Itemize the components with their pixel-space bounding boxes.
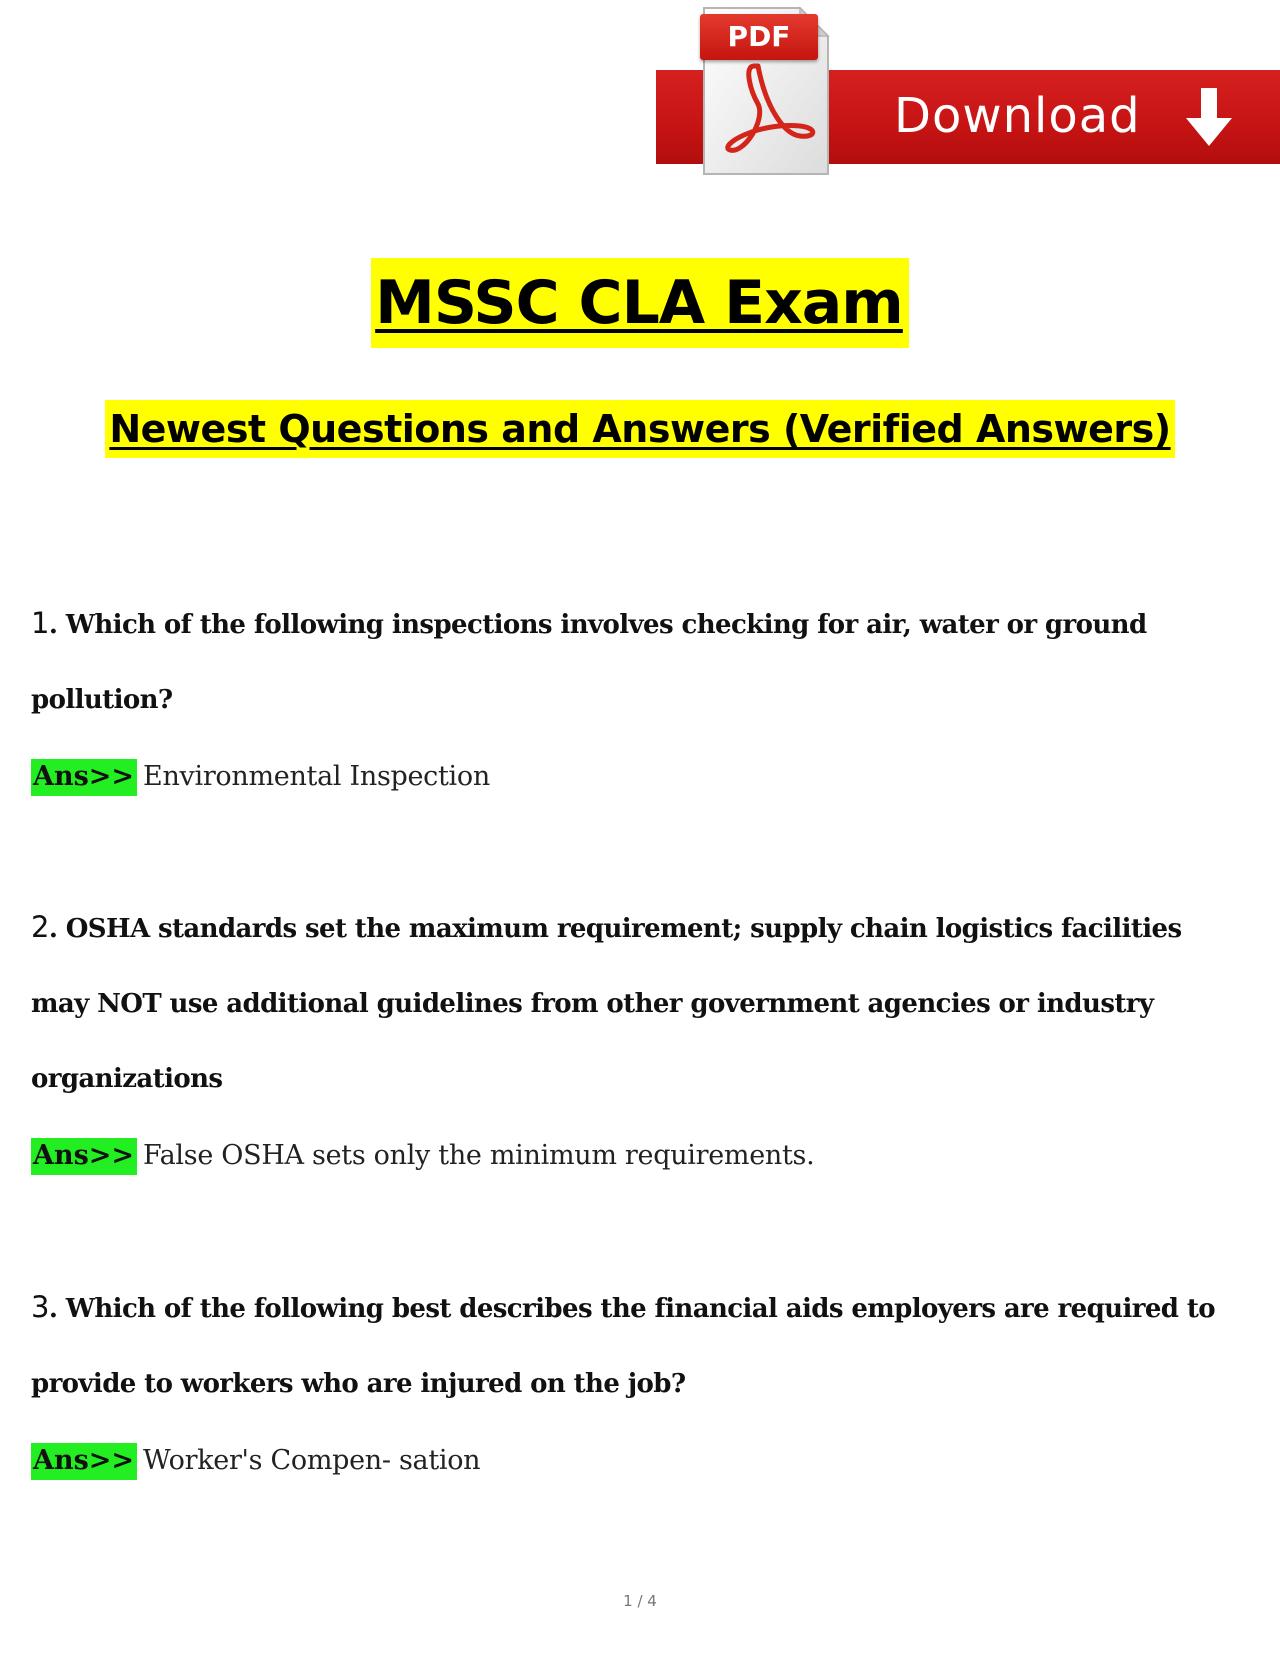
question-line: pollution? [31,685,173,715]
question-line [31,890,1231,967]
down-arrow-icon [1184,88,1234,148]
page-subtitle: Newest Questions and Answers (Verified Answers) [105,400,1174,458]
question-line [31,1270,1231,1347]
answer-text: False OSHA sets only the minimum requirements. [143,1140,815,1171]
answer-line [31,738,1231,814]
question-line [31,586,1231,663]
answer-text: Worker's Compen- sation [143,1445,481,1476]
question-block-1 [31,586,1231,814]
answer-label: Ans>> [31,1138,137,1175]
question-block-3 [31,1270,1231,1498]
question-text: . Which of the following inspections involves checking for air, water or ground [48,610,1147,640]
answer-label: Ans>> [31,759,137,796]
pdf-file-icon [696,4,836,182]
pdf-download-banner[interactable] [656,4,1280,182]
answer-line [31,1422,1231,1498]
question-line: organizations [31,1064,223,1094]
pdf-label: PDF [700,14,818,60]
title-row [0,258,1280,348]
question-number: 2 [31,910,49,944]
subtitle-row [0,400,1280,458]
page-number: 1 / 4 [623,1592,657,1610]
question-number: 1 [31,606,49,640]
question-text: . OSHA standards set the maximum requirement; supply chain logistics facilities [48,914,1182,944]
answer-text: Environmental Inspection [143,761,490,792]
question-line: may NOT use additional guidelines from other government agencies or industry [31,989,1154,1019]
answer-line [31,1117,1231,1193]
download-label[interactable]: Download [894,88,1141,144]
question-number: 3 [31,1290,49,1324]
question-text: . Which of the following best describes the financial aids employers are required to [48,1294,1215,1324]
answer-label: Ans>> [31,1443,137,1480]
page-title: MSSC CLA Exam [371,258,909,348]
question-block-2 [31,890,1231,1193]
question-line: provide to workers who are injured on the job? [31,1369,686,1399]
